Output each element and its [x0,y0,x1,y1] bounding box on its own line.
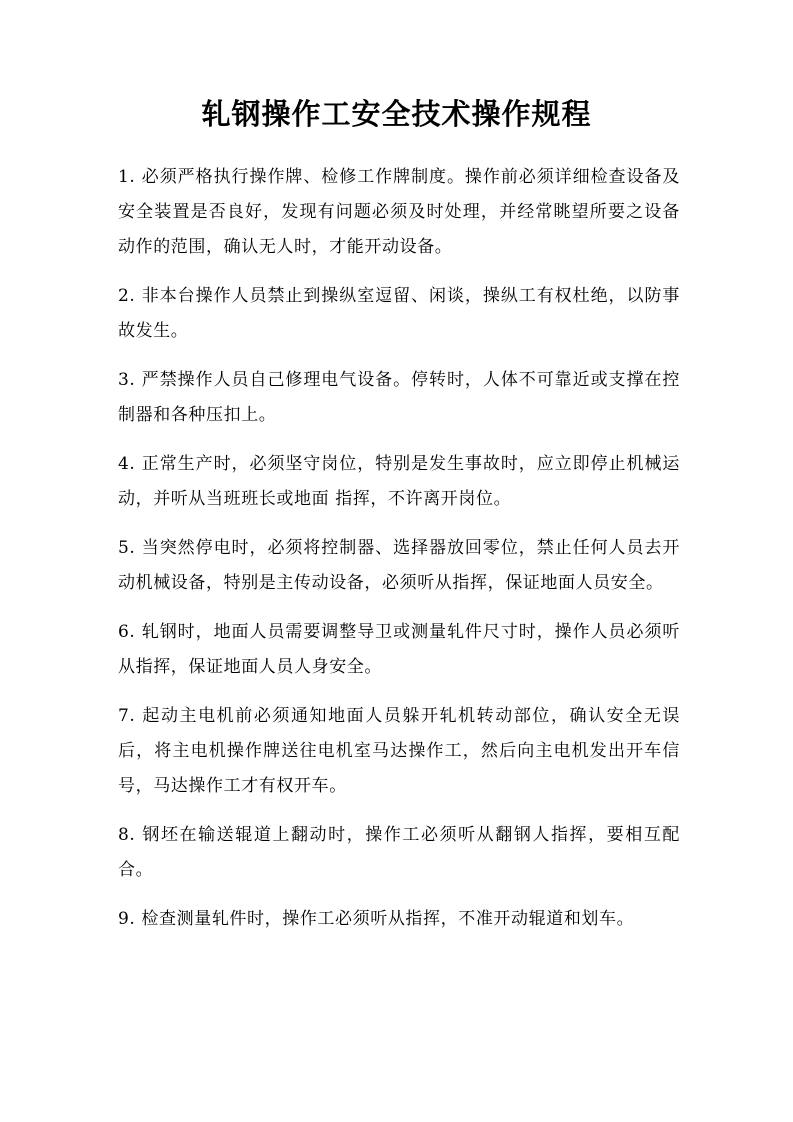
rule-text: 检查测量轧件时，操作工必须听从指挥，不准开动辊道和划车。 [141,909,635,929]
rule-number: 5. [118,538,136,558]
document-title: 轧钢操作工安全技术操作规程 [201,97,592,131]
rule-number: 9. [118,909,136,929]
rule-item [118,279,680,349]
rule-item [118,818,680,888]
rule-text: 起动主电机前必须通知地面人员躲开轧机转动部位，确认安全无误后，将主电机操作牌送往电机室马达操作工，然后向主电机发出开车信号，马达操作工才有权开车。 [118,706,680,796]
rule-item [118,160,680,265]
rule-text: 正常生产时，必须坚守岗位，特别是发生事故时，应立即停止机械运动，并听从当班班长或地面 指挥，不许离开岗位。 [118,454,680,509]
rule-item [118,902,680,937]
rule-text: 严禁操作人员自己修理电气设备。停转时，人体不可靠近或支撑在控制器和各种压扣上。 [118,370,680,425]
rule-number: 2. [118,286,136,306]
rule-text: 当突然停电时，必须将控制器、选择器放回零位，禁止任何人员去开动机械设备，特别是主传动设备，必须听从指挥，保证地面人员安全。 [118,538,680,593]
rule-item [118,447,680,517]
rule-number: 8. [118,825,136,845]
rule-number: 7. [118,706,136,726]
rule-number: 4. [118,454,136,474]
rule-text: 必须严格执行操作牌、检修工作牌制度。操作前必须详细检查设备及安全装置是否良好，发现有问题必须及时处理，并经常眺望所要之设备动作的范围，确认无人时，才能开动设备。 [118,167,680,257]
rule-number: 3. [118,370,136,390]
rule-text: 轧钢时，地面人员需要调整导卫或测量轧件尺寸时，操作人员必须听从指挥，保证地面人员人身安全。 [118,622,680,677]
rule-item [118,363,680,433]
rule-text: 非本台操作人员禁止到操纵室逗留、闲谈，操纵工有权杜绝，以防事故发生。 [118,286,680,341]
rule-item [118,531,680,601]
rule-number: 6. [118,622,136,642]
rule-item [118,699,680,804]
rules-list [118,160,680,951]
rule-item [118,615,680,685]
rule-number: 1. [118,167,136,187]
rule-text: 钢坯在输送辊道上翻动时，操作工必须听从翻钢人指挥，要相互配合。 [118,825,680,880]
